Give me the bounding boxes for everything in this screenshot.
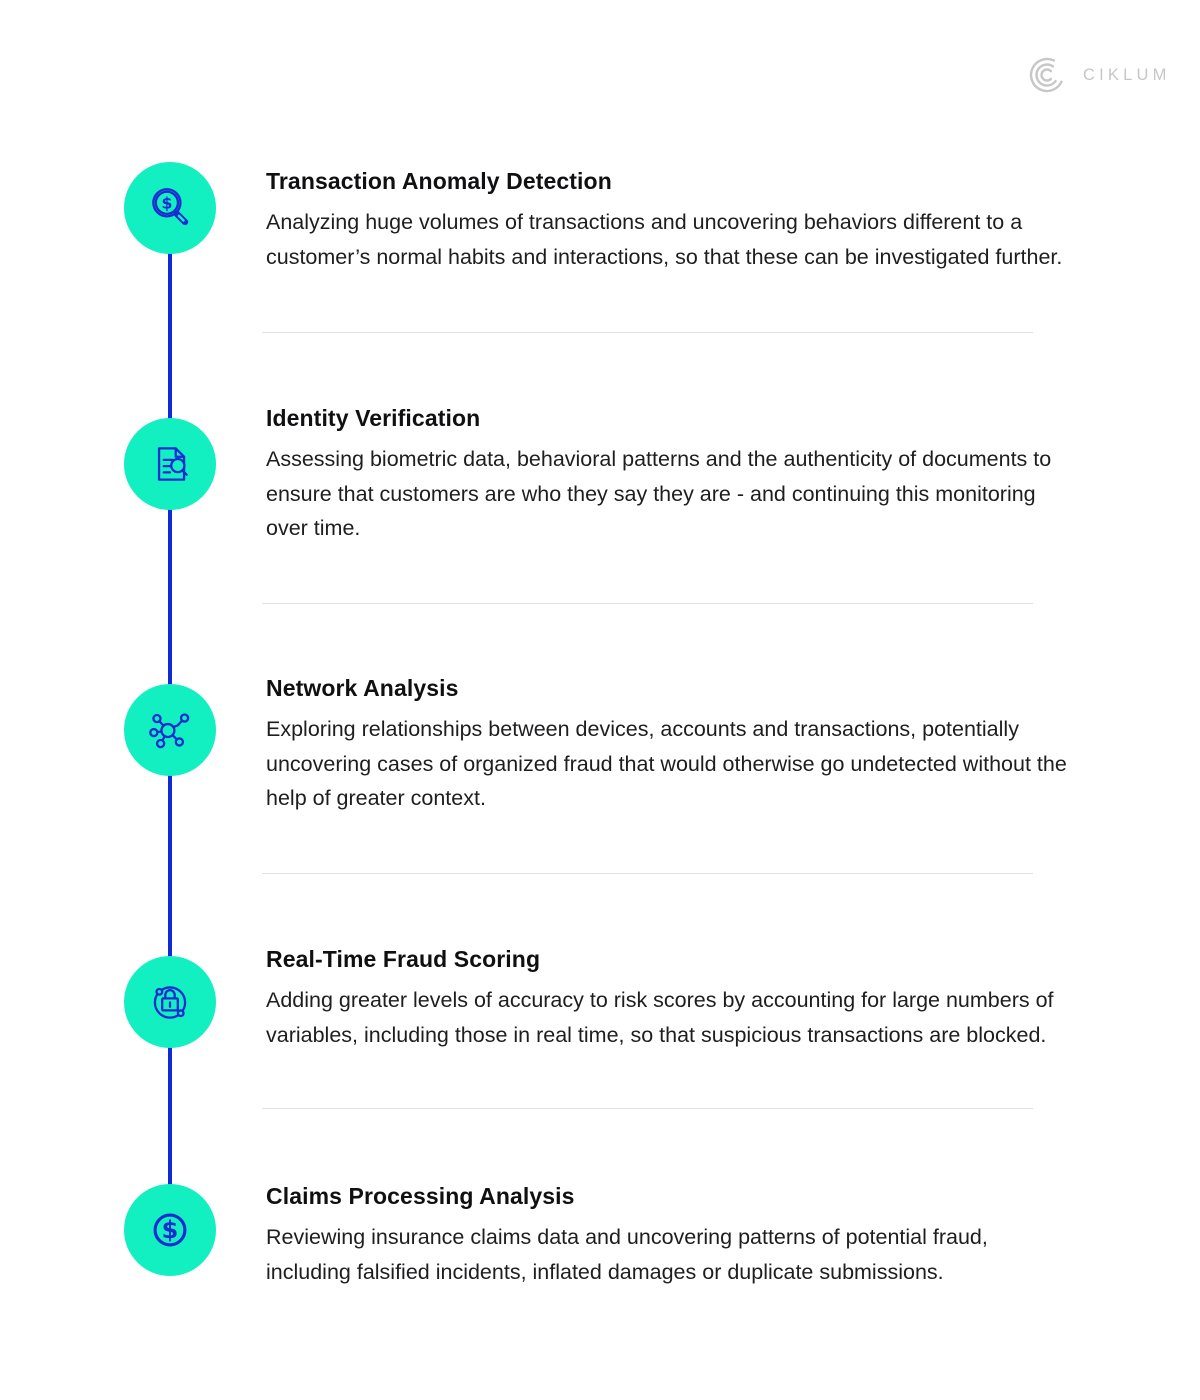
item-title: Network Analysis xyxy=(266,675,459,701)
timeline-item xyxy=(266,403,1068,546)
timeline-item xyxy=(266,944,1068,1052)
item-icon-circle xyxy=(124,418,216,510)
item-icon-circle xyxy=(124,684,216,776)
section-divider xyxy=(262,873,1033,874)
timeline-item xyxy=(266,1181,1068,1289)
section-divider xyxy=(262,332,1033,333)
item-description: Exploring relationships between devices, accounts and transactions, potentially uncovering cases of organized fraud that would otherwise go undetected without the help of greater context. xyxy=(266,717,1067,811)
item-icon-circle xyxy=(124,1184,216,1276)
item-title: Transaction Anomaly Detection xyxy=(266,168,612,194)
section-divider xyxy=(262,603,1033,604)
svg-text:$: $ xyxy=(161,1216,179,1245)
item-description: Reviewing insurance claims data and uncovering patterns of potential fraud, including falsified incidents, inflated damages or duplicate submissions. xyxy=(266,1225,988,1284)
item-description: Analyzing huge volumes of transactions and uncovering behaviors different to a customer’s normal habits and interactions, so that these can be investigated further. xyxy=(266,210,1063,269)
item-description: Adding greater levels of accuracy to risk scores by accounting for large numbers of variables, including those in real time, so that suspicious transactions are blocked. xyxy=(266,988,1054,1047)
ciklum-logo xyxy=(1026,53,1171,97)
network-nodes-icon xyxy=(145,705,195,755)
item-title: Claims Processing Analysis xyxy=(266,1183,575,1209)
ciklum-logo-text: CIKLUM xyxy=(1083,66,1171,84)
item-icon-circle xyxy=(124,162,216,254)
item-title: Real-Time Fraud Scoring xyxy=(266,946,541,972)
document-search-icon xyxy=(145,439,195,489)
ciklum-logo-mark-icon xyxy=(1026,53,1070,97)
svg-text:$: $ xyxy=(161,194,173,213)
padlock-circle-icon xyxy=(145,977,195,1027)
item-title: Identity Verification xyxy=(266,405,481,431)
timeline-item xyxy=(266,673,1068,816)
item-icon-circle xyxy=(124,956,216,1048)
dollar-coin-icon xyxy=(145,1205,195,1255)
item-description: Assessing biometric data, behavioral patterns and the authenticity of documents to ensure that customers are who they say they are - and continuing this monitoring over time. xyxy=(266,447,1052,541)
timeline-item xyxy=(266,166,1068,274)
magnifier-dollar-icon xyxy=(145,183,195,233)
section-divider xyxy=(262,1108,1033,1109)
